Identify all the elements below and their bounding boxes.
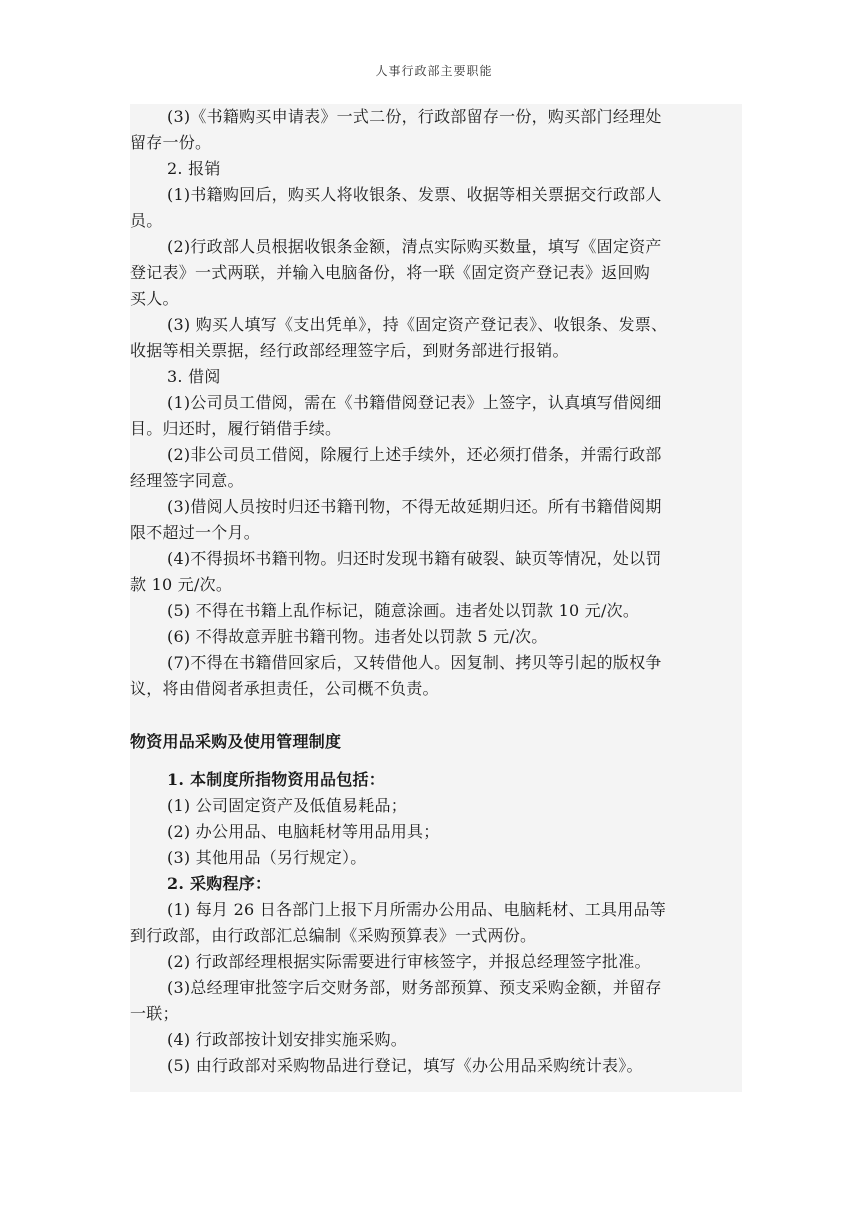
text-line: 限不超过一个月。 <box>130 523 261 542</box>
text-line: (5) 由行政部对采购物品进行登记，填写《办公用品采购统计表》。 <box>167 1056 643 1075</box>
text-line: 目。归还时，履行销借手续。 <box>130 419 342 438</box>
text-line: (6) 不得故意弄脏书籍刊物。违者处以罚款 5 元/次。 <box>167 627 548 646</box>
text-line: (2) 办公用品、电脑耗材等用品用具； <box>167 822 440 841</box>
text-line: (2)行政部人员根据收银条金额，清点实际购买数量，填写《固定资产 <box>167 237 662 256</box>
text-line: 款 10 元/次。 <box>130 575 233 594</box>
text-line: 买人。 <box>130 289 179 308</box>
text-line: (4)不得损坏书籍刊物。归还时发现书籍有破裂、缺页等情况，处以罚 <box>167 549 662 568</box>
text-line: (1)书籍购回后，购买人将收银条、发票、收据等相关票据交行政部人 <box>167 185 662 204</box>
subsection-heading: 1. 本制度所指物资用品包括： <box>167 770 386 789</box>
spacer <box>130 702 742 729</box>
text-line: (3)借阅人员按时归还书籍刊物，不得无故延期归还。所有书籍借阅期 <box>167 497 662 516</box>
text-line: 登记表》一式两联，并输入电脑备份，将一联《固定资产登记表》返回购 <box>130 263 651 282</box>
text-line: 一联； <box>130 1004 179 1023</box>
text-line: 留存一份。 <box>130 133 212 152</box>
text-line: (4) 行政部按计划安排实施采购。 <box>167 1030 408 1049</box>
text-line: 收据等相关票据，经行政部经理签字后，到财务部进行报销。 <box>130 341 569 360</box>
text-line: (2) 行政部经理根据实际需要进行审核签字，并报总经理签字批准。 <box>167 952 651 971</box>
text-line: (3) 其他用品（另行规定）。 <box>167 848 367 867</box>
text-line: (1)公司员工借阅，需在《书籍借阅登记表》上签字，认真填写借阅细 <box>167 393 662 412</box>
subsection-heading: 2. 采购程序： <box>167 874 272 893</box>
text-line: (3)《书籍购买申请表》一式二份，行政部留存一份，购买部门经理处 <box>167 107 662 126</box>
text-line: (7)不得在书籍借回家后，又转借他人。因复制、拷贝等引起的版权争 <box>167 653 662 672</box>
page-header: 人事行政部主要职能 <box>375 64 493 78</box>
subsection-heading: 3. 借阅 <box>167 367 221 386</box>
text-line: (3) 购买人填写《支出凭单》，持《固定资产登记表》、收银条、发票、 <box>167 315 668 334</box>
text-line: 到行政部，由行政部汇总编制《采购预算表》一式两份。 <box>130 926 537 945</box>
subsection-heading: 2. 报销 <box>167 159 221 178</box>
text-line: (5) 不得在书籍上乱作标记，随意涂画。违者处以罚款 10 元/次。 <box>167 601 640 620</box>
text-line: 员。 <box>130 211 163 230</box>
text-line: (1) 公司固定资产及低值易耗品； <box>167 796 408 815</box>
spacer <box>130 755 742 767</box>
text-line: 经理签字同意。 <box>130 471 244 490</box>
text-line: (1) 每月 26 日各部门上报下月所需办公用品、电脑耗材、工具用品等 <box>167 900 667 919</box>
section-title: 物资用品采购及使用管理制度 <box>130 732 342 751</box>
text-line: 议，将由借阅者承担责任，公司概不负责。 <box>130 679 439 698</box>
document-body <box>130 104 742 1092</box>
text-line: (2)非公司员工借阅，除履行上述手续外，还必须打借条，并需行政部 <box>167 445 662 464</box>
text-line: (3)总经理审批签字后交财务部，财务部预算、预支采购金额，并留存 <box>167 978 662 997</box>
